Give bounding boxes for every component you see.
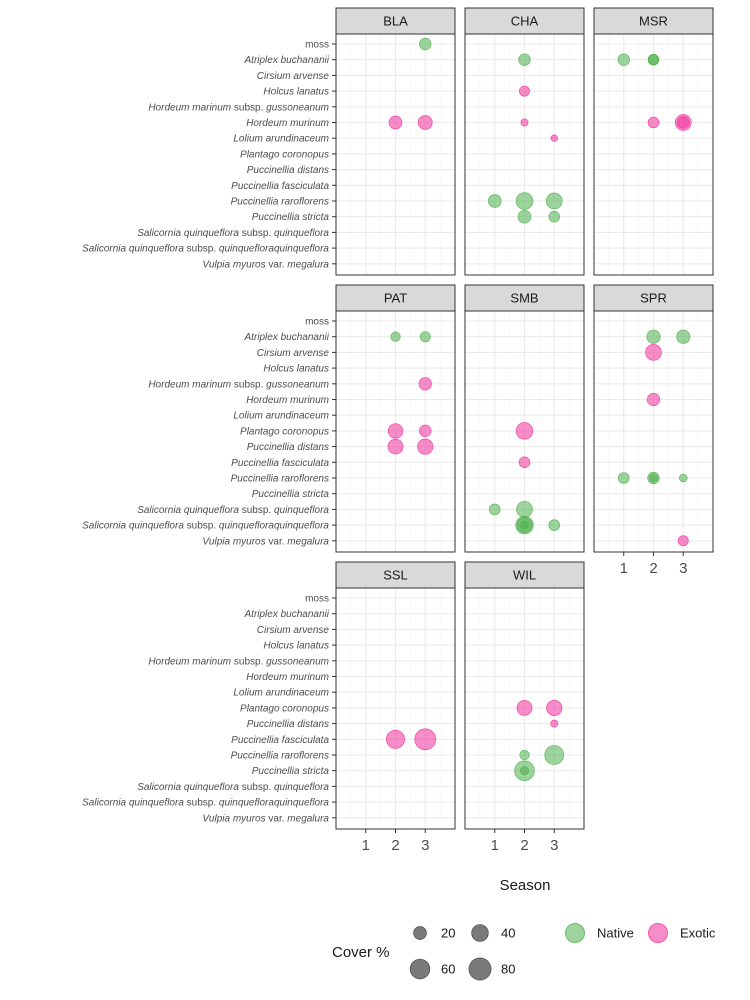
y-tick-label: Hordeum murinum <box>246 395 329 406</box>
y-tick-label: Plantago coronopus <box>240 703 329 715</box>
y-tick-label: Puccinellia fasciculata <box>231 734 329 746</box>
bubble-wil-0 <box>517 700 532 715</box>
bubble-cha-2 <box>521 119 528 126</box>
y-tick-label: Puccinellia fasciculata <box>231 180 329 192</box>
size-key-60 <box>410 959 430 979</box>
legend-key-exotic <box>649 924 668 943</box>
bubble-pat-4 <box>419 425 431 437</box>
y-tick-label: Puccinellia distans <box>246 719 329 731</box>
bubble-wil-6 <box>520 767 528 775</box>
y-tick-label: Atriplex buchananii <box>244 332 329 344</box>
bubble-spr-7 <box>679 474 687 482</box>
x-tick-label: 2 <box>520 837 529 854</box>
bubble-msr-5 <box>677 117 689 129</box>
y-tick-label: moss <box>305 39 329 51</box>
y-tick-label: Vulpia myuros var. megalura <box>202 536 329 548</box>
y-tick-label: Salicornia quinqueflora subsp. quinqueflora <box>137 504 329 516</box>
bubble-spr-4 <box>618 473 629 484</box>
bubble-cha-3 <box>551 135 558 142</box>
y-tick-label: Plantago coronopus <box>240 426 329 438</box>
y-tick-label: Puccinellia raroflorens <box>230 196 329 208</box>
x-tick-label: 2 <box>391 837 400 854</box>
y-tick-label: Hordeum marinum subsp. gussoneanum <box>148 656 329 668</box>
y-tick-label: Cirsium arvense <box>256 624 329 636</box>
size-legend <box>410 925 515 980</box>
bubble-pat-6 <box>418 439 433 454</box>
bubble-cha-0 <box>519 54 531 66</box>
size-key-40 <box>472 925 489 942</box>
bubble-smb-7 <box>549 520 560 531</box>
y-tick-label: Cirsium arvense <box>256 347 329 359</box>
x-tick-label: 1 <box>490 837 499 854</box>
facet-strip-label: SSL <box>383 567 408 583</box>
y-tick-label: Holcus lanatus <box>263 86 329 98</box>
x-tick-label: 1 <box>619 560 628 577</box>
bubble-cha-5 <box>516 193 533 210</box>
bubble-wil-3 <box>520 750 529 759</box>
y-tick-label: Salicornia quinqueflora subsp. quinqueflora <box>137 781 329 793</box>
y-tick-label: Holcus lanatus <box>263 363 329 375</box>
legend-label-exotic: Exotic <box>680 925 716 941</box>
y-tick-label: moss <box>305 593 329 605</box>
x-tick-label: 3 <box>421 837 430 854</box>
facet-strip-label: SPR <box>640 290 667 306</box>
bubble-smb-6 <box>521 521 529 529</box>
x-tick-label: 3 <box>550 837 559 854</box>
bubble-smb-0 <box>516 423 533 440</box>
y-tick-label: Puccinellia stricta <box>251 766 329 778</box>
y-tick-label: Hordeum marinum subsp. gussoneanum <box>148 102 329 114</box>
y-tick-label: Plantago coronopus <box>240 149 329 161</box>
y-tick-label: Lolium arundinaceum <box>233 687 329 699</box>
bubble-spr-3 <box>647 393 659 405</box>
bubble-bla-0 <box>419 38 431 50</box>
bubble-bla-2 <box>418 116 432 130</box>
y-tick-label: Puccinellia fasciculata <box>231 457 329 469</box>
facet-panel-wil <box>465 562 584 854</box>
facet-strip-label: MSR <box>639 13 668 29</box>
y-tick-label: Puccinellia raroflorens <box>230 473 329 485</box>
y-tick-label: moss <box>305 316 329 328</box>
x-tick-label: 1 <box>361 837 370 854</box>
y-tick-label: Puccinellia distans <box>246 165 329 177</box>
bubble-pat-0 <box>391 332 400 341</box>
bubble-ssl-1 <box>415 729 436 750</box>
size-key-label: 20 <box>441 925 456 941</box>
y-tick-label: Hordeum murinum <box>246 118 329 129</box>
bubble-ssl-0 <box>386 730 404 748</box>
facet-strip-label: BLA <box>383 13 408 29</box>
y-tick-label: Puccinellia stricta <box>251 489 329 501</box>
facet-panel-msr <box>594 8 713 275</box>
bubble-spr-1 <box>677 330 690 343</box>
facet-panel-spr <box>594 285 713 577</box>
bubble-wil-2 <box>551 720 558 727</box>
bubble-pat-2 <box>419 378 431 390</box>
size-key-label: 80 <box>501 961 516 977</box>
bubble-pat-3 <box>388 424 403 439</box>
bubble-pat-1 <box>420 332 430 342</box>
bubble-wil-4 <box>545 745 564 764</box>
legend-size-title: Cover % <box>332 944 390 961</box>
legend-key-native <box>566 924 585 943</box>
bubble-cha-4 <box>488 195 501 208</box>
y-tick-label: Puccinellia stricta <box>251 212 329 224</box>
color-legend <box>566 924 716 943</box>
x-tick-label: 3 <box>679 560 688 577</box>
y-tick-label: Puccinellia distans <box>246 442 329 454</box>
y-tick-label: Salicornia quinqueflora subsp. quinqueflora <box>137 227 329 239</box>
facet-panel-ssl <box>82 562 455 854</box>
facet-panel-cha <box>465 8 584 275</box>
y-tick-label: Holcus lanatus <box>263 640 329 652</box>
legend <box>332 924 716 981</box>
bubble-cha-7 <box>518 210 531 223</box>
bubble-cha-6 <box>546 193 562 209</box>
bubble-smb-2 <box>489 504 500 515</box>
facet-strip-label: SMB <box>510 290 539 306</box>
bubble-msr-3 <box>648 117 659 128</box>
y-tick-label: Atriplex buchananii <box>244 55 329 67</box>
y-tick-label: Vulpia myuros var. megalura <box>202 813 329 825</box>
facet-strip-label: CHA <box>510 13 539 29</box>
facet-panels <box>82 8 713 854</box>
bubble-pat-5 <box>388 439 403 454</box>
y-tick-label: Salicornia quinqueflora subsp. quinquefloraquinqueflora <box>82 243 329 255</box>
y-tick-label: Salicornia quinqueflora subsp. quinquefloraquinqueflora <box>82 797 329 809</box>
size-key-80 <box>469 958 491 980</box>
facet-panel-pat <box>82 285 455 552</box>
bubble-spr-8 <box>678 536 688 546</box>
facet-panel-bla <box>82 8 455 275</box>
bubble-spr-2 <box>646 344 662 360</box>
bubble-cha-8 <box>549 211 560 222</box>
bubble-msr-0 <box>618 54 630 66</box>
y-tick-label: Cirsium arvense <box>256 70 329 82</box>
bubble-spr-6 <box>649 474 657 482</box>
y-tick-label: Puccinellia raroflorens <box>230 750 329 762</box>
x-axis-title: Season <box>499 877 551 894</box>
bubble-msr-1 <box>648 55 658 65</box>
y-tick-label: Salicornia quinqueflora subsp. quinquefloraquinqueflora <box>82 520 329 532</box>
bubble-spr-0 <box>647 330 660 343</box>
y-tick-label: Lolium arundinaceum <box>233 410 329 422</box>
y-tick-label: Lolium arundinaceum <box>233 133 329 145</box>
y-tick-label: Vulpia myuros var. megalura <box>202 259 329 271</box>
y-tick-label: Atriplex buchananii <box>244 609 329 621</box>
bubble-smb-3 <box>517 501 533 517</box>
facet-strip-label: PAT <box>383 290 408 306</box>
facet-panel-smb <box>465 285 584 552</box>
y-tick-label: Hordeum murinum <box>246 672 329 683</box>
size-key-20 <box>414 927 427 940</box>
bubble-smb-1 <box>519 457 530 468</box>
size-key-label: 40 <box>501 925 516 941</box>
y-tick-label: Hordeum marinum subsp. gussoneanum <box>148 379 329 391</box>
size-key-label: 60 <box>441 961 456 977</box>
legend-label-native: Native <box>597 925 634 941</box>
bubble-cha-1 <box>519 86 529 96</box>
bubble-wil-1 <box>547 700 562 715</box>
bubble-bla-1 <box>389 116 402 129</box>
x-tick-label: 2 <box>649 560 658 577</box>
facet-strip-label: WIL <box>512 567 537 583</box>
